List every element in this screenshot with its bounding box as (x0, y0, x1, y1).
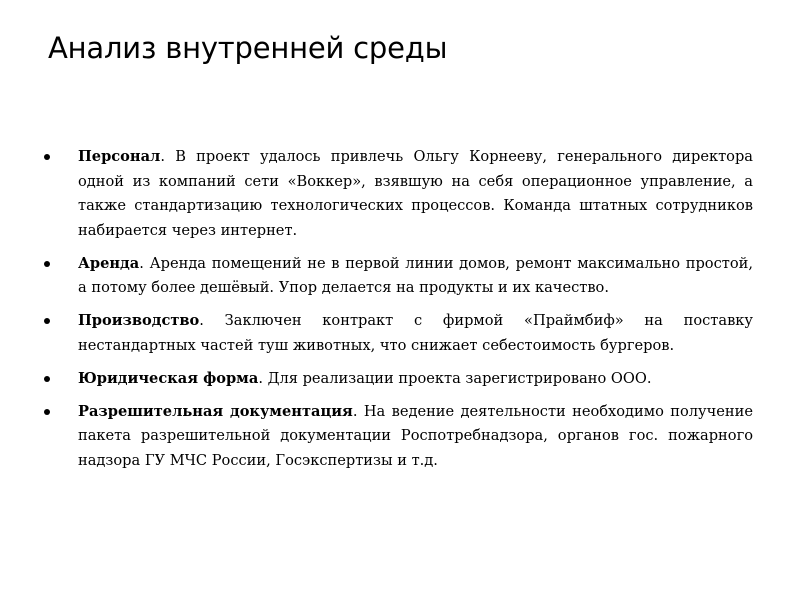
bullet-dot-icon (44, 154, 50, 160)
slide-title: Анализ внутренней среды (48, 31, 448, 65)
bullet-description: . Заключен контракт с фирмой «Праймбиф» на поставку нестандартных частей туш животных, что снижает себестоимость бургеров. (78, 312, 753, 354)
bullet-dot-icon (44, 376, 50, 382)
bullet-term: Персонал (78, 148, 161, 165)
bullet-dot-icon (44, 318, 50, 324)
bullet-item-production (0, 309, 800, 358)
bullet-text (78, 145, 753, 243)
bullet-text (78, 400, 753, 474)
bullet-item-permits (0, 400, 800, 474)
bullet-dot-icon (44, 409, 50, 415)
bullet-text (78, 252, 753, 301)
bullet-text (78, 367, 753, 392)
bullet-list (0, 145, 800, 482)
bullet-dot-icon (44, 261, 50, 267)
bullet-item-rent (0, 252, 800, 301)
bullet-term: Юридическая форма (78, 369, 259, 387)
bullet-term: Аренда (78, 254, 140, 272)
bullet-term: Производство (78, 312, 200, 329)
bullet-item-personnel (0, 145, 800, 243)
bullet-item-legal-form (0, 367, 800, 392)
bullet-description: . На ведение деятельности необходимо получение пакета разрешительной документации Роспотребнадзора, органов гос. пожарного надзора ГУ МЧС России, Госэкспертизы и т.д. (78, 402, 753, 469)
bullet-text (78, 309, 753, 358)
bullet-description: . Аренда помещений не в первой линии домов, ремонт максимально простой, а потому более дешёвый. Упор делается на продукты и их качество. (78, 254, 753, 296)
bullet-term: Разрешительная документация (78, 402, 353, 420)
bullet-description: . Для реализации проекта зарегистрировано ООО. (258, 369, 652, 387)
bullet-description: . В проект удалось привлечь Ольгу Корнееву, генерального директора одной из компаний сети «Воккер», взявшую на себя операционное управление, а также стандартизацию технологических процессов. Команда штатных сотрудников набирается через интернет. (78, 148, 753, 239)
